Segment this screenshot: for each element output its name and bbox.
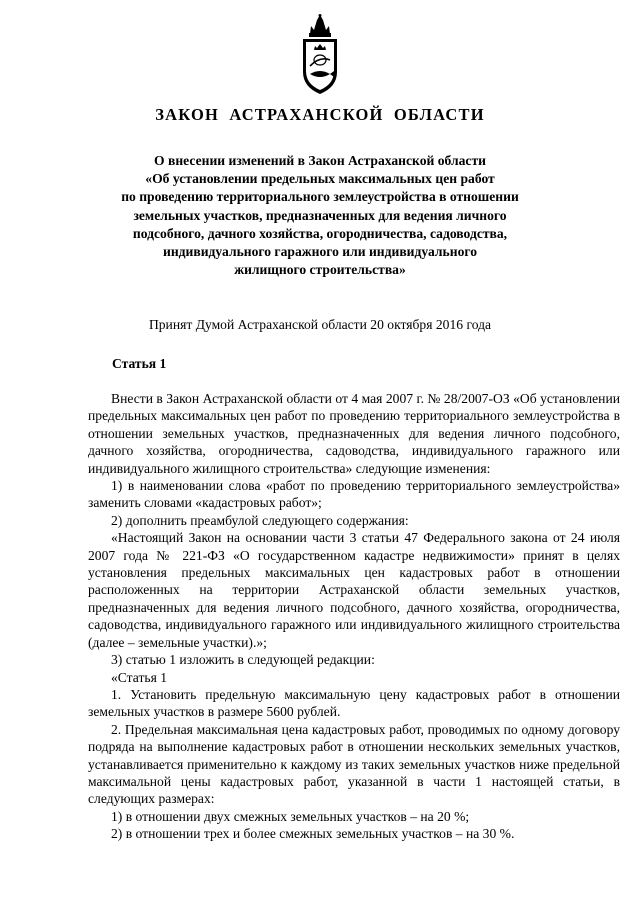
paragraph: 2) дополнить преамбулой следующего содержания:	[111, 512, 409, 528]
adoption-line: Принят Думой Астраханской области 20 октября 2016 года	[148, 317, 492, 332]
paragraph: 1) в отношении двух смежных земельных участков – на 20 %;	[111, 808, 470, 824]
heading-line: О внесении изменений в Закон Астраханской области	[154, 153, 486, 168]
heading-line: по проведению территориального землеустройства в отношении	[121, 189, 519, 205]
paragraph: 3) статью 1 изложить в следующей редакции:	[111, 652, 375, 668]
article-title: Статья 1	[112, 356, 167, 371]
paragraph: Внести в Закон Астраханской области от 4 мая 2007 г. № 28/2007-ОЗ «Об установлении предельных максимальных цен работ по проведению территориального землеустройства в отношении земельных участков, предназначенных для ведения личного подсобного, дачного хозяйства, огородничества, садоводства, индивидуального гаражного или индивидуального жилищного строительства» следующие изменения:	[88, 391, 620, 476]
heading-line: жилищного строительства»	[234, 262, 406, 278]
heading-line: земельных участков, предназначенных для ведения личного	[133, 207, 507, 223]
article-body	[88, 390, 620, 843]
heading-line: индивидуального гаражного или индивидуального	[163, 244, 477, 260]
paragraph: 1. Установить предельную максимальную цену кадастровых работ в отношении земельных участков в размере 5600 рублей.	[88, 686, 620, 720]
law-title: ЗАКОН АСТРАХАНСКОЙ ОБЛАСТИ	[155, 105, 485, 124]
heading-line: «Об установлении предельных максимальных цен работ	[145, 171, 495, 187]
paragraph: 2) в отношении трех и более смежных земельных участков – на 30 %.	[111, 826, 515, 842]
law-heading	[100, 152, 540, 279]
coat-of-arms-icon	[296, 14, 344, 96]
heading-line: подсобного, дачного хозяйства, огородничества, садоводства,	[132, 225, 508, 241]
paragraph: «Настоящий Закон на основании части 3 статьи 47 Федерального закона от 24 июля 2007 года № 221-ФЗ «О государственном кадастре недвижимости» принят в целях установления предельных максимальных цен кадастровых работ в отношении расположенных на территории Астраханской области земельных участков, предназначенных для ведения личного подсобного, дачного хозяйства, огородничества, садоводства, индивидуального гаражного или индивидуального жилищного строительства (далее – земельные участки).»;	[88, 530, 620, 650]
paragraph: 2. Предельная максимальная цена кадастровых работ, проводимых по одному договору подряда на выполнение кадастровых работ в отношении нескольких земельных участков, устанавливается применительно к каждому из таких земельных участков ниже предельной максимальной цены кадастровых работ, указанной в части 1 настоящей статьи, в следующих размерах:	[88, 721, 620, 807]
paragraph: 1) в наименовании слова «работ по проведению территориального землеустройства» заменить словами «кадастровых работ»;	[88, 478, 620, 511]
paragraph: «Статья 1	[111, 669, 168, 685]
